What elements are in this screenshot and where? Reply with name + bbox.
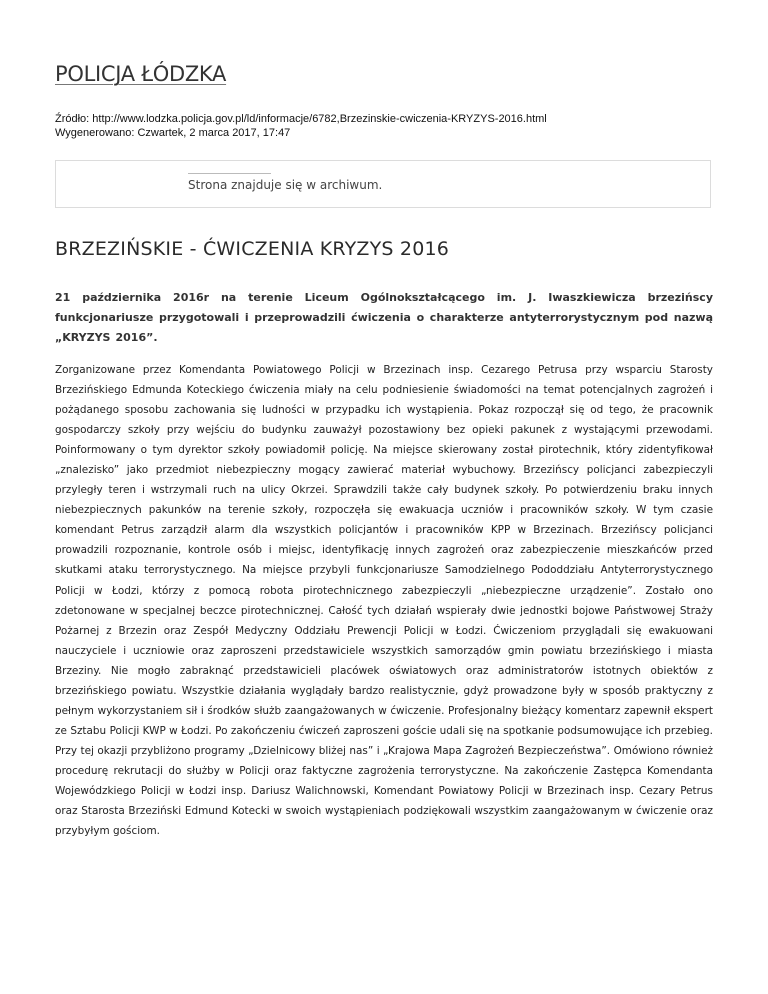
article-title: BRZEZIŃSKIE - ĆWICZENIA KRYZYS 2016	[55, 238, 450, 260]
archive-notice-box	[55, 160, 711, 208]
site-title-link[interactable]: POLICJA ŁÓDZKA	[55, 62, 227, 86]
generated-line: Wygenerowano: Czwartek, 2 marca 2017, 17:47	[55, 127, 291, 139]
archive-notice-text: Strona znajduje się w archiwum.	[188, 178, 383, 192]
archive-notice-divider	[188, 173, 271, 174]
article-lead: 21 października 2016r na terenie Liceum Ogólnokształcącego im. J. Iwaszkiewicza brzezińscy funkcjonariusze przygotowali i przeprowadzili ćwiczenia o charakterze antyterrorystycznym pod nazwą „KRYZYS 2016”.	[55, 291, 713, 344]
print-metadata	[55, 112, 547, 140]
article-body: Zorganizowane przez Komendanta Powiatowego Policji w Brzezinach insp. Cezarego Petrusa przy wsparciu Starosty Brzezińskiego Edmunda Koteckiego ćwiczenia miały na celu podniesienie świadomości na temat potencjalnych zagrożeń i pożądanego sposobu zachowania się ludności w przypadku ich wystąpienia. Pokaz rozpoczął się od tego, że pracownik gospodarczy szkoły przy wejściu do budynku zauważył pozostawiony bez opieki pakunek z wystającymi przewodami. Poinformowany o tym dyrektor szkoły powiadomił policję. Na miejsce skierowany został pirotechnik, który zidentyfikował „znalezisko” jako przedmiot niebezpieczny mogący zawierać materiał wybuchowy. Brzezińscy policjanci zabezpieczyli przyległy teren i wstrzymali ruch na ulicy Okrzei. Sprawdzili także cały budynek szkoły. Po potwierdzeniu braku innych niebezpiecznych pakunków na terenie szkoły, rozpoczęła się ewakuacja uczniów i pracowników szkoły. W tym czasie komendant Petrus zarządził alarm dla wszystkich policjantów i pracowników KPP w Brzezinach. Brzezińscy policjanci prowadzili rozpoznanie, kontrole osób i miejsc, identyfikację innych zagrożeń oraz zabezpieczenie mieszkańców przed skutkami ataku terrorystycznego. Na miejsce przybyli funkcjonariusze Samodzielnego Pododdziału Antyterrorystycznego Policji w Łodzi, którzy z pomocą robota pirotechnicznego zabezpieczyli „niebezpieczne urządzenie”. Zostało ono zdetonowane w specjalnej beczce pirotechnicznej. Całość tych działań wspierały dwie jednostki bojowe Państwowej Straży Pożarnej z Brzezin oraz Zespół Medyczny Oddziału Prewencji Policji w Łodzi. Ćwiczeniom przyglądali się ewakuowani nauczyciele i uczniowie oraz zaproszeni przedstawiciele wszystkich samorządów gmin powiatu brzezińskiego i miasta Brzeziny. Nie mogło zabraknąć przedstawicieli placówek oświatowych oraz administratorów istotnych obiektów z brzezińskiego powiatu. Wszystkie działania wyglądały bardzo realistycznie, gdyż prowadzone były w sposób praktyczny z pełnym wykorzystaniem sił i środków służb zaangażowanych w ćwiczenie. Profesjonalny bieżący komentarz zapewnił ekspert ze Sztabu Policji KWP w Łodzi. Po zakończeniu ćwiczeń zaproszeni goście udali się na spotkanie podsumowujące ich przebieg. Przy tej okazji przybliżono programy „Dzielnicowy bliżej nas” i „Krajowa Mapa Zagrożeń Bezpieczeństwa”. Omówiono również procedurę rekrutacji do służby w Policji oraz faktyczne zagrożenia terrorystyczne. Na zakończenie Zastępca Komendanta Wojewódzkiego Policji w Łodzi insp. Dariusz Walichnowski, Komendant Powiatowy Policji w Brzezinach insp. Cezary Petrus oraz Starosta Brzeziński Edmund Kotecki w swoich wystąpieniach podziękowali wszystkim zaangażowanym w ćwiczenie oraz przybyłym gościom.	[55, 364, 713, 838]
source-line: Źródło: http://www.lodzka.policja.gov.pl/ld/informacje/6782,Brzezinskie-cwiczenia-KRYZYS-2016.html	[55, 113, 547, 125]
